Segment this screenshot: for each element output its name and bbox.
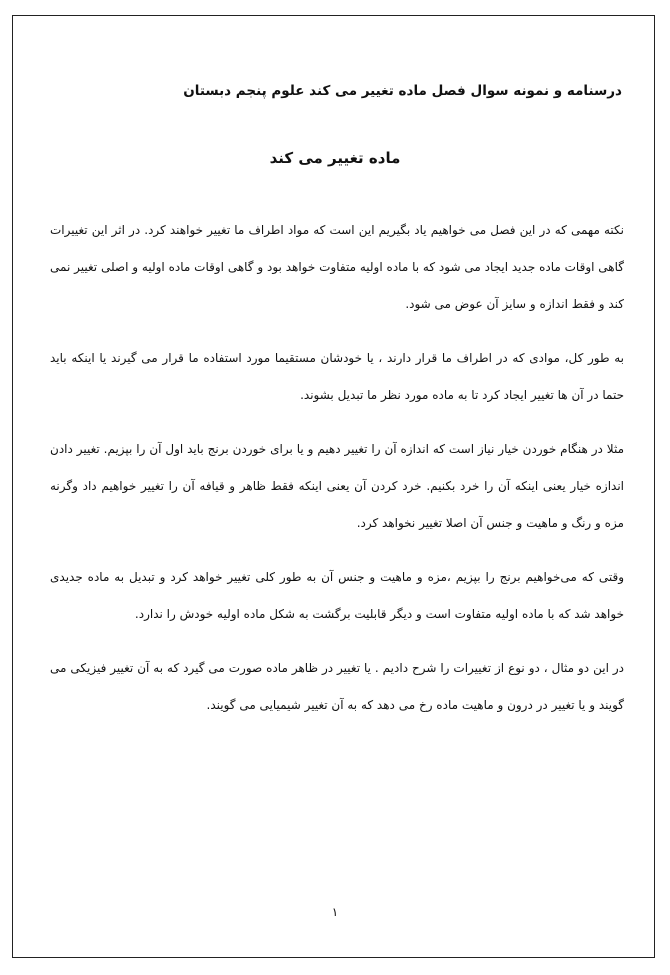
paragraph-3: مثلا در هنگام خوردن خیار نیاز است که اندازه آن را تغییر دهیم و یا برای خوردن برنج باید اول آن را بپزیم. تغییر دادن اندازه خیار یعنی اینکه آن را خرد بکنیم. خرد کردن آن یعنی اینکه فقط ظاهر و قیافه آن را تغییر خواهیم داد وگرنه مزه و رنگ و ماهیت و جنس آن اصلا تغییر نخواهد کرد. [50, 442, 624, 530]
document-title: درسنامه و نمونه سوال فصل ماده تغییر می کند علوم پنجم دبستان [183, 83, 622, 99]
paragraph-5: در این دو مثال ، دو نوع از تغییرات را شرح دادیم . یا تغییر در ظاهر ماده صورت می گیرد که به آن تغییر فیزیکی می گویند و یا تغییر در درون و ماهیت ماده رخ می دهد که به آن تغییر شیمیایی می گویند. [50, 661, 624, 712]
section-heading: ماده تغییر می کند [269, 149, 401, 167]
document-body [50, 212, 624, 741]
paragraph-1: نکته مهمی که در این فصل می خواهیم یاد بگیریم این است که مواد اطراف ما تغییر خواهند کرد. در اثر این تغییرات گاهی اوقات ماده جدید ایجاد می شود که با ماده اولیه متفاوت خواهد بود و گاهی اوقات ماده اولیه و اصلی تغییر نمی کند و فقط اندازه و سایز آن عوض می شود. [50, 223, 624, 311]
paragraph-4: وقتی که می‌خواهیم برنج را بپزیم ،مزه و ماهیت و جنس آن به طور کلی تغییر خواهد کرد و تبدیل به ماده جدیدی خواهد شد که با ماده اولیه متفاوت است و دیگر قابلیت برگشت به شکل ماده اولیه خودش را ندارد. [50, 570, 624, 621]
paragraph-2: به طور کل، موادی که در اطراف ما قرار دارند ، یا خودشان مستقیما مورد استفاده ما قرار می گیرند یا اینکه باید حتما در آن ها تغییر ایجاد کرد تا به ماده مورد نظر ما تبدیل بشوند. [50, 351, 624, 402]
page-number: ۱ [331, 905, 339, 919]
